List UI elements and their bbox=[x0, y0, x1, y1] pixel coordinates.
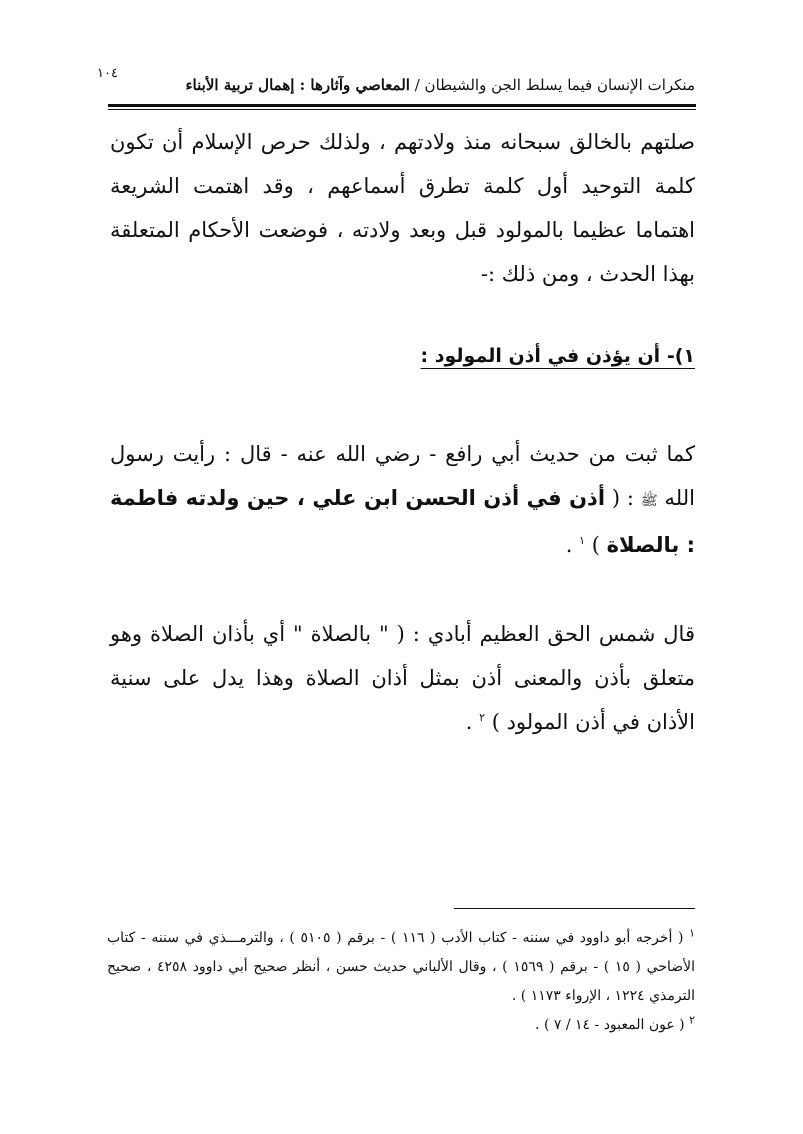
book-title: منكرات الإنسان فيما يسلط الجن والشيطان / bbox=[414, 76, 695, 94]
footnote-2 bbox=[107, 1011, 695, 1040]
quote-open: : ( bbox=[611, 486, 641, 510]
hadith-end: . bbox=[565, 533, 580, 557]
footnote-text-1: ( أخرجه أبو داوود في سننه - كتاب الأدب ( ١١٦ ) - برقم ( ٥١٠٥ ) ، والترمـــذي في سننه - كتاب الأضاحي ( ١٥ ) - برقم ( ١٥٦٩ ) ، وقال الألباني حديث حسن ، أنظر صحيح أبي داوود ٤٢٥٨ ، صحيح الترمذي ١٢٢٤ ، الإرواء ١١٧٣ ) . bbox=[107, 930, 695, 1004]
header-rule bbox=[108, 104, 696, 107]
commentary-text: قال شمس الحق العظيم أبادي : ( " بالصلاة " أي بأذان الصلاة وهو متعلق بأذن والمعنى أذن بمثل أذان الصلاة وهذا يدل على سنية الأذان في أذن المولود ) bbox=[110, 622, 695, 734]
commentary-end: . bbox=[465, 710, 480, 734]
footnote-1 bbox=[107, 924, 695, 1011]
running-header bbox=[135, 76, 695, 94]
quote-close: ) bbox=[591, 533, 600, 557]
footnote-num-1: ١ bbox=[689, 926, 695, 940]
footnote-text-2: ( عون المعبود - ١٤ / ٧ ) . bbox=[535, 1017, 685, 1033]
hadith-quote: أذن في أذن الحسن ابن علي ، حين ولدته فاطمة : بالصلاة bbox=[110, 486, 695, 557]
salutation-glyph: ﷺ bbox=[640, 493, 658, 509]
footnote-rule bbox=[454, 908, 695, 909]
footnote-ref-2[interactable]: ٢ bbox=[479, 711, 486, 724]
footnotes bbox=[107, 924, 695, 1040]
page-number: ١٠٤ bbox=[97, 66, 118, 81]
hadith-intro: كما ثبت من حديث أبي رافع - رضي الله عنه - قال : رأيت رسول الله bbox=[110, 442, 695, 510]
hadith-paragraph bbox=[110, 432, 695, 567]
section-heading: ١)- أن يؤذن في أذن المولود : bbox=[420, 345, 695, 367]
footnote-ref-1[interactable]: ١ bbox=[579, 534, 586, 547]
commentary-paragraph bbox=[110, 612, 695, 744]
footnote-num-2: ٢ bbox=[689, 1013, 695, 1027]
intro-paragraph: صلتهم بالخالق سبحانه منذ ولادتهم ، ولذلك حرص الإسلام أن تكون كلمة التوحيد أول كلمة تطرق أسماعهم ، وقد اهتمت الشريعة اهتماما عظيما بالمولود قبل وبعد ولادته ، فوضعت الأحكام المتعلقة بهذا الحدث ، ومن ذلك :- bbox=[110, 130, 695, 286]
header-rule-thin bbox=[108, 109, 696, 110]
chapter-title: المعاصي وآثارها : إهمال تربية الأبناء bbox=[185, 76, 410, 94]
